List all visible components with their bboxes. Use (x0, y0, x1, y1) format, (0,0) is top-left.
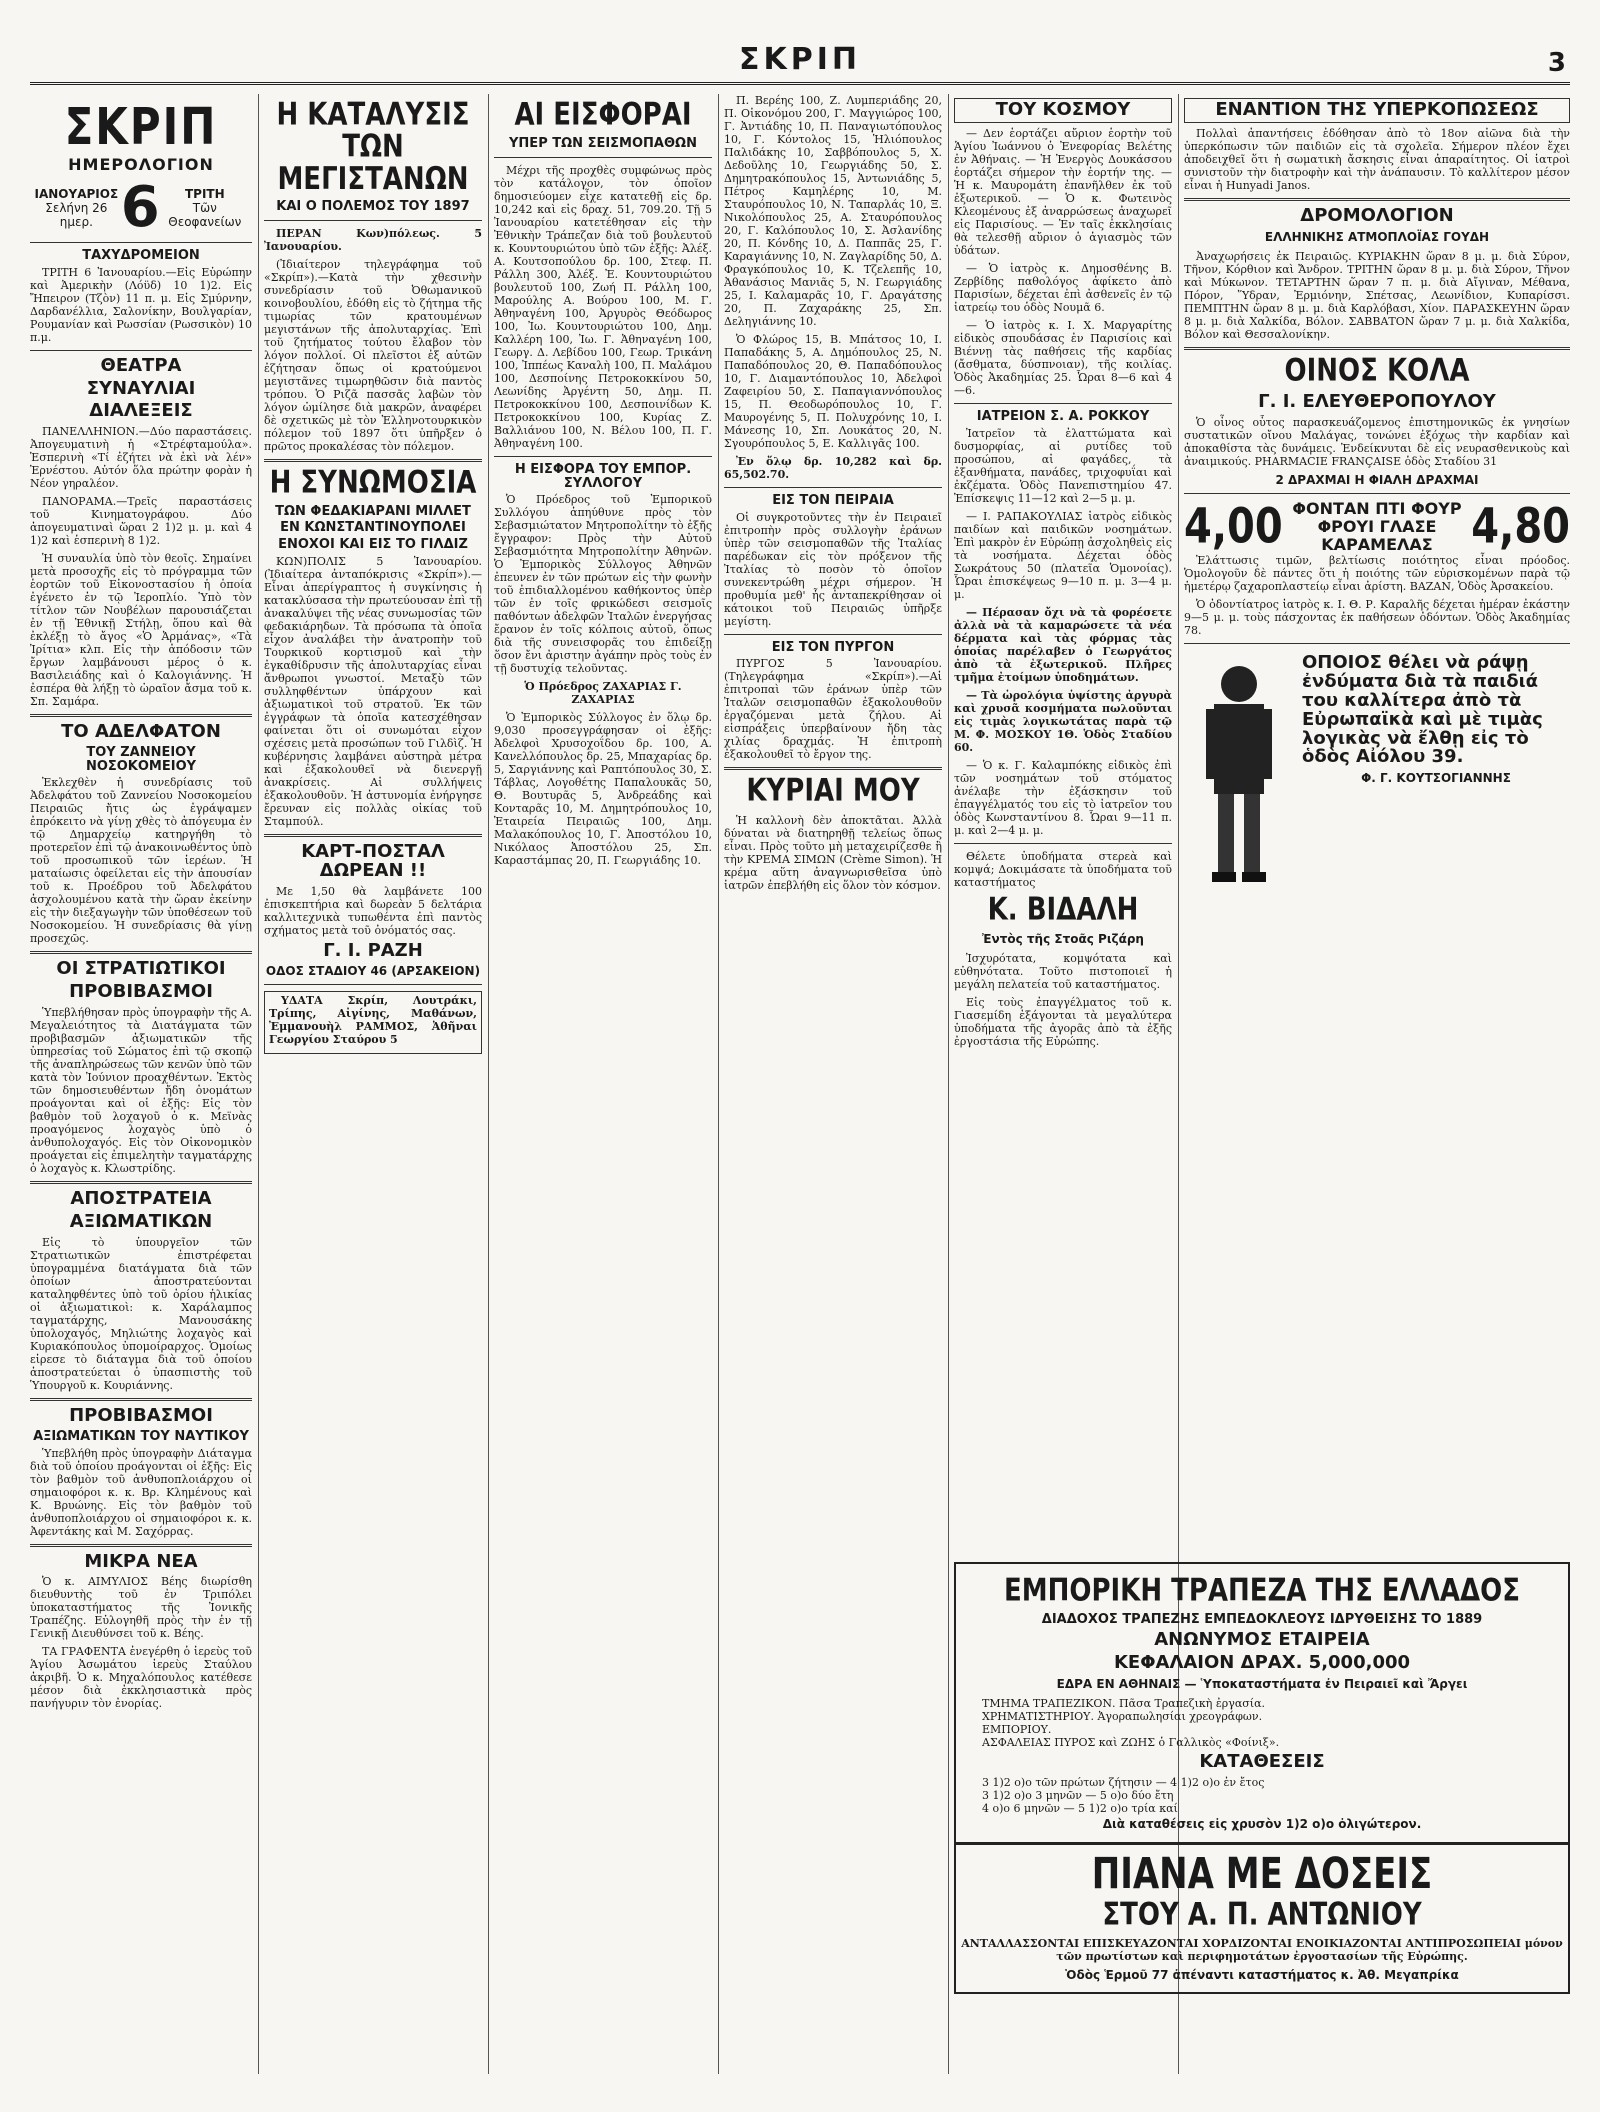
column-divider (488, 94, 489, 2074)
price-left: 4,00 (1184, 499, 1283, 555)
article-subheading: ΕΝΟΧΟΙ ΚΑΙ ΕΙΣ ΤΟ ΓΙΛΔΙΖ (278, 537, 468, 553)
calendar-day: 6 (120, 175, 160, 240)
lectures-heading: ΔΙΑΛΕΞΕΙΣ (89, 400, 193, 422)
article-dateline: ΠΕΡΑΝ Κων)πόλεως. 5 Ἰανουαρίου. (264, 226, 482, 253)
bank-title: ΕΜΠΟΡΙΚΗ ΤΡΑΠΕΖΑ ΤΗΣ ΕΛΛΑΔΟΣ (1003, 1572, 1521, 1609)
article-text: Εἰς τὸ ὑπουργεῖον τῶν Στρατιωτικῶν ἐπιστρέφεται ὑπογραμμένα διατάγματα διὰ τῶν ὁποίων ἀποστρατεύονται καταληφθέντες ὑπὸ τοῦ ὁρίου ἡλικίας οἱ ἀξιωματικοὶ: κ. Χαράλαμπος ταγματάρχης, Μανουσάκης ὑπολοχαγός, Μηλιώτης λοχαγὸς καὶ Κυριακόπουλος ὑπομοίραρχος. Ὁμοίως εἰρεσε τὸ διάταγμα διὰ τοῦ ὁποίου ἀποστρατεύεται ὁ ὑπασπιστὴς τοῦ Ὑπουργοῦ κ. Κουριάννης. (30, 1236, 252, 1393)
bank-subtitle: ΔΙΑΔΟΧΟΣ ΤΡΑΠΕΖΗΣ ΕΜΠΕΔΟΚΛΕΟΥΣ ΙΔΡΥΘΕΙΣΗΣ ΤΟ 1889 (1041, 1612, 1483, 1628)
bank-rate-row: 3 1)2 ο)ο 3 μηνῶν — 5 ο)ο δύο ἔτη (982, 1788, 1174, 1802)
calendar-moon: Σελήνη 26 ημερ. (45, 201, 108, 229)
ad-text: Με 1,50 θὰ λαμβάνετε 100 ἐπισκεπτήρια καὶ δωρεὰν 5 δελτάρια καλλιτεχνικὰ τυπωθέντα ἐπὶ παντὸς σχήματος μετὰ τοῦ ὀνόματός σας. (264, 884, 482, 937)
ad-text: Ὁ οἶνος οὗτος παρασκευάζομενος ἐπιστημονικῶς ἐκ γνησίων συστατικῶν οἴνου Μαλάγας, τονώνει ἐξόχως τὴν καρδίαν καὶ ἀποκαθίστα τὰς δυνάμεις. Ἐνδείκνυται δὲ εἰς νευρασθενικοὺς καὶ ἀναιμικούς. PHARMACIE FRANÇAISE ὁδὸς Σταδίου 31 (1184, 415, 1570, 468)
theatre-text: ΠΑΝΟΡΑΜΑ.—Τρεῖς παραστάσεις τοῦ Κινηματογράφου. Δύο ἀπογευματιναὶ ὥραι 2 1)2 μ. μ. καὶ 4 1)2 καὶ ἑσπερινὴ 8 1)2. (30, 495, 252, 548)
masthead-title: ΣΚΡΙΠ (739, 42, 861, 77)
article-text: Πολλαὶ ἀπαντήσεις ἐδόθησαν ἀπὸ τὸ 18ον αἰῶνα διὰ τὴν ὑπερκόπωσιν τῶν παιδιῶν εἰς τὰ σχολεῖα. Σήμερον πλέον ἔχει ἀποδειχθεῖ ὅτι ἡ σωματικὴ ἄσκησις εἶναι ἀπαραίτητος. Οἱ ἰατροὶ συνιστοῦν τὴν διατροφὴν καὶ τὴν ἀνάπαυσιν. Τὸ καλλίτερον μέσον εἶναι ἡ Hunyadi Janos. (1184, 126, 1570, 192)
bank-rate-row: 4 ο)ο 6 μηνῶν — 5 1)2 ο)ο τρία καί (982, 1801, 1178, 1815)
ad-price-line: 2 ΔΡΑΧΜΑΙ Η ΦΙΑΛΗ ΔΡΑΧΜΑΙ (1275, 472, 1479, 487)
column-6 (1184, 94, 1570, 974)
article-text: Ὑπεβλήθη πρὸς ὑπογραφὴν Διάταγμα διὰ τοῦ ὁποίου προάγονται οἱ ἑξῆς: Εἰς τὸν βαθμὸν τοῦ ἀνθυποπλοιάρχου οἱ σημαιοφόροι κ. κ. Βρ. Κλημένους καὶ Κ. Βρυώνης. Εἰς τὸν βαθμὸν τοῦ ἀνθυποπλοιάρχου οἱ σημαιοφόροι κ. κ. Ἀφεντάκης καὶ Μ. Σαχόρρας. (30, 1446, 252, 1538)
calendar-weekday: ΤΡΙΤΗ (184, 187, 225, 201)
piano-title: ΠΙΑΝΑ ΜΕ ΔΟΣΕΙΣ (1091, 1849, 1433, 1899)
ad-heading: ΚΥΡΙΑΙ ΜΟΥ (746, 773, 920, 810)
masthead-rule (30, 82, 1570, 85)
article-heading: ΕΙΣ ΤΟΝ ΠΕΙΡΑΙΑ (772, 493, 894, 508)
ad-text: ΥΔΑΤΑ Σκρίπ, Λουτράκι, Τρίπης, Αἰγίνης, Μαθάνων, Ἐμμανουὴλ ΡΑΜΜΟΣ, Ἀθῆναι Γεωργίου Σταύρου 5 (269, 994, 477, 1047)
article-heading: Η ΣΥΝΩΜΟΣΙΑ (269, 464, 477, 501)
theatre-text: ΠΑΝΕΛΛΗΝΙΟΝ.—Δύο παραστάσεις. Ἀπογευματινὴ ἡ «Στρέφταμούλα». Ἑσπερινὴ «Τί ἐζήτει νὰ ἐκὶ νὰ λέν» Ἐρνέστου. Αὐτόν ὅλα πρώτην φορὰν ἡ Νέον γηραλέον. (30, 425, 252, 491)
article-text: Ὁ κ. ΑΙΜΥΛΙΟΣ Βέης διωρίσθη διευθυντὴς τοῦ ἐν Τριπόλει ὑποκαταστήματος τῆς Ἰονικῆς Τραπέζης. Εὐλογηθῆ πρὸς τὴν ἐν τῇ Γενικῇ Διευθύνσει τοῦ κ. Βέης. (30, 1575, 252, 1641)
article-text: Ὁ Ἐμπορικὸς Σύλλογος ἐν ὅλῳ δρ. 9,030 προσεγγράφησαν οἱ ἑξῆς: Ἀδελφοὶ Χρυσοχοΐδου δρ. 100, Α. Κανελλόπουλος δρ. 25, Μπαχαρίας δρ. 5, Σαργιάννης καὶ Ραπτόπουλος 30, Σ. Τάβλας, Λογοθέτης Παπαλουκᾶς 50, Θ. Βουτυρᾶς 5, Ἀνδρεάδης καὶ Κονταρᾶς 10, Μ. Δημητρόπουλος 10, Ἑταιρεία Πειραιῶς 100, Δημ. Μαλακόπουλος 10, Γ. Ἀποστόλου 10, Νικόλαος Ἀποστόλου 25, Σπ. Καραστάμπας 20, Π. Γεωργιάδης 10. (494, 711, 712, 868)
article-text: Ἐκλεχθὲν ἡ συνεδρίασις τοῦ Ἀδελφάτου τοῦ Ζαννείου Νοσοκομείου Πειραιῶς ἤτις ὡς ἐγράψαμεν ἐπρόκειτο νὰ γίνῃ χθὲς τὸ ἀπόγευμα ἐν τῷ Δημαρχείῳ κατηργήθη τὸ προτερεῖον ἐπὶ τῷ ἀνακοινωθέντος ὑπὸ τοῦ προσωπικοῦ τῶν ἱερέων. Ἡ ματαίωσις ὀφείλεται εἰς τὴν ἀπουσίαν τοῦ κ. Προέδρου τοῦ Ἀδελφάτου ἀσχολουμένου κατὰ τὴν ὥραν ἐκείνην εἰς τὴν διεξαγωγὴν τῶν ὑποθέσεων τοῦ Νοσοκομείου. Ἡ συνεδρίασις θὰ γίνῃ προσεχῶς. (30, 776, 252, 946)
article-text: ΚΩΝ)ΠΟΛΙΣ 5 Ἰανουαρίου. (Ἰδιαίτερα ἀνταπόκρισις «Σκρίπ»).—Εἶναι ἀπερίγραπτος ἡ συγκίνησις ἡ κατακλύσασα τὴν πρωτεύουσαν ἐπὶ τῇ ἀνακαλύψει τῆς νέας συνωμοσίας τῶν φεδακιάρηδων. Τὰ πρόσωπα τὰ ὁποῖα εἶχον ἀναλάβει τὴν ἀνατροπὴν τοῦ Τουρκικοῦ κορτισμοῦ καὶ τὴν ἐγκαθίδρυσιν τῆς ἀπολυταρχίας εἶναι ἄνθρωποι γνωστοί. Μεταξὺ τῶν συλληφθέντων ὑπάρχουν καὶ ἀξιωματικοὶ τοῦ στρατοῦ. Ἐκ τῶν ἐγγράφων τὰ ὁποῖα κατεσχέθησαν φαίνεται ὅτι οἱ συνωμόται εἶχον σχέσεις μετὰ προσώπων τοῦ Γιλδὶζ. Ἡ κυβέρνησις λαμβάνει αὐστηρὰ μέτρα καὶ ἐξακολουθεῖ νὰ διενεργῇ ἀνακρίσεις. Αἱ συλλήψεις ἐξακολουθοῦν. Ἡ ἀστυνομία ἐνήργησε ἔρευναν εἰς πολλὰς οἰκίας τοῦ Σταμπούλ. (264, 554, 482, 828)
newspaper-page (30, 42, 1570, 2072)
article-heading: ΑΙ ΕΙΣΦΟΡΑΙ (514, 96, 692, 133)
ad-text: Ἀναχωρήσεις ἐκ Πειραιῶς. ΚΥΡΙΑΚΗΝ ὥραν 8 μ. μ. διὰ Σύρον, Τῆνον, Κόρθιον καὶ Ἄνδρον. ΤΡΙΤΗΝ ὥραν 8 μ. μ. διὰ Σύρον, Τῆνον καὶ Μύκωνον. ΤΕΤΑΡΤΗΝ ὥραν 7 π. μ. διὰ Αἴγιναν, Μέθανα, Πόρον, Ὕδραν, Ἐρμιόνην, Σπέτσας, Λεωνίδιον, Κυπαρίσσι. ΠΕΜΠΤΗΝ ὥραν 8 μ. μ. διὰ Καρλόβασι, Χίον. ΠΑΡΑΣΚΕΥΗΝ ὥραν 8 μ. μ. διὰ Χαλκίδα, Βόλον. ΣΑΒΒΑΤΟΝ ὥραν 7 μ. μ. διὰ Χαλκίδα, Βόλον καὶ Θεσσαλονίκην. (1184, 249, 1570, 341)
boy-illustration-icon (1184, 654, 1294, 894)
ad-text: Ἰσχυρότατα, κομψότατα καὶ εὐθηνότατα. Τοῦτο πιστοποιεῖ ἡ μεγάλη πελατεία τοῦ καταστήματος. (954, 951, 1172, 991)
bank-ad (954, 1562, 1570, 1845)
article-subheading: ΑΞΙΩΜΑΤΙΚΩΝ ΤΟΥ ΝΑΥΤΙΚΟΥ (33, 1428, 249, 1444)
price-ad (1184, 500, 1570, 554)
bank-corp: ΑΝΩΝΥΜΟΣ ΕΤΑΙΡΕΙΑ (1154, 1628, 1370, 1650)
calendar-box (32, 175, 250, 240)
article-subheading: ΥΠΕΡ ΤΩΝ ΣΕΙΣΜΟΠΑΘΩΝ (509, 136, 697, 152)
ad-heading: ΙΑΤΡΕΙΟΝ Σ. Α. ΡΟΚΚΟΥ (976, 408, 1150, 424)
article-text: Ὑπεβλήθησαν πρὸς ὑπογραφὴν τῆς Α. Μεγαλειότητος τὰ Διατάγματα τῶν προβιβασμῶν ἀξιωματικῶν τῆς ὑπηρεσίας τοῦ Σώματος ἐπὶ τῷ σκοπῷ τῆς ἀναπληρώσεως τῶν κενῶν ὑπὸ τῶν κατὰ τὸν Ἰούνιον προαχθέντων. Ἐκτὸς τῶν δημοσιευθέντων ἤδη ὀνομάτων προάγονται καὶ οἱ ἑξῆς: Εἰς τὸν βαθμὸν τοῦ λοχαγοῦ ὁ κ. Μεϊνὰς προαγόμενος λοχαγὸς ὑπὸ ὁ ἀνθυπολοχαγός. Εἰς τὸν Οἰκονομικὸν προάγεται εἰς ἐπιμελητὴν ταγματάρχης ὁ λοχαγὸς κ. Κλωστρίδης. (30, 1006, 252, 1176)
calendar-paper-title: ΣΚΡΙΠ (64, 97, 218, 156)
masthead (30, 42, 1570, 86)
article-subheading: Η ΕΙΣΦΟΡΑ ΤΟΥ ΕΜΠΟΡ. ΣΥΛΛΟΓΟΥ (514, 461, 692, 491)
calendar-label: ΗΜΕΡΟΛΟΓΙΟΝ (68, 155, 214, 174)
article-text: — Δεν ἑορτάζει αὔριον ἑορτὴν τοῦ Ἁγίου Ἰωάννου ὁ Ἐνεφορίας Βελέτης ἐν Ἀθήναις. — Ἡ Ἐνεργὸς Δουκάσσου ἑορτάζει σήμερον τὴν ἑορτήν της. — Ἡ κ. Μαυρομάτη ἐπανῆλθεν ἐκ τοῦ ἐξωτερικοῦ. — Ὁ κ. Φωτεινὸς Κλεομένους ἐξ ἀναρρώσεως ἀναχωρεῖ εἰς Παρισίους. — Ἐν ταῖς ἐκκλησίαις θὰ τελεσθῇ αὔριον ὁ ἁγιασμὸς τῶν ὑδάτων. (954, 126, 1172, 257)
calendar-feast: Τῶν Θεοφανείων (168, 201, 242, 229)
post-heading: ΤΑΧΥΔΡΟΜΕΙΟΝ (82, 248, 200, 263)
ad-heading: ΔΡΟΜΟΛΟΓΙΟΝ (1300, 204, 1454, 226)
article-subheading: ΚΑΙ Ο ΠΟΛΕΜΟΣ ΤΟΥ 1897 (276, 198, 470, 214)
article-heading: Η ΚΑΤΑΛΥΣΙΣ (276, 96, 470, 133)
article-text: Π. Βερέης 100, Ζ. Λυμπεριάδης 20, Π. Οἰκονόμου 200, Γ. Μαγγιώρος 100, Γ. Ἀντιάδης 10, Π. Παναγιωτόπουλος 10, Γ. Κόντολος 15, Ἡλιόπουλος Παλιδάκης 10, Σαββόπουλος 5, Χ. Δεδοῦλης 10, Γεωργιάδης 50, Σ. Δημητρακόπουλος 15, Ἀντωνιάδης 5, Πέτρος Καμηλέρης 10, Μ. Σταυρόπουλος 10, Ν. Ταπαρλάς 10, Ξ. Νικολόπουλος 25, Α. Σταυρόπουλος 20, Γ. Καλόπουλος 10, Σ. Ἀσλανίδης 20, Π. Κόνδης 10, Δ. Παππᾶς 25, Γ. Καραγιάννης 10, Ν. Ζαγλαρίδης 50, Δ. Φραγκόπουλος 10, Κ. Τζελεπῆς 10, Ἀθανάσιος Μανιᾶς 5, Ν. Γεωργιάδης 25, Ι. Καλαμαρᾶς 10, Γ. Δραγάτσης 20, Π. Ζαχαράκης 25, Σπ. Δεληγιάννης 10. (724, 94, 942, 328)
piano-ad (954, 1842, 1570, 1994)
piano-text: ΑΝΤΑΛΛΑΣΣΟΝΤΑΙ ΕΠΙΣΚΕΥΑΖΟΝΤΑΙ ΧΟΡΔΙΖΟΝΤΑΙ ΕΝΟΙΚΙΑΖΟΝΤΑΙ ΑΝΤΙΠΡΟΣΩΠΕΙΑΙ μόνον τῶν πρωτίστων καὶ περιφημοτάτων ἐργοστασίων τῆς Εὐρώπης. (961, 1937, 1563, 1964)
ad-text: Θέλετε ὑποδήματα στερεὰ καὶ κομψά; Δοκιμάσατε τὰ ὑποδήματα τοῦ καταστήματος (954, 849, 1172, 889)
ad-heading: ΚΑΡΤ-ΠΟΣΤΑΛ ΔΩΡΕΑΝ !! (301, 840, 445, 881)
article-heading: ΜΙΚΡΑ ΝΕΑ (84, 1550, 198, 1572)
section-heading: ΤΟΥ ΚΟΣΜΟΥ (954, 98, 1172, 123)
article-heading: ΤΩΝ ΜΕΓΙΣΤΑΝΩΝ (277, 129, 469, 199)
article-text: Ὁ Φλώρος 15, Β. Μπάτσος 10, Ι. Παπαδάκης 5, Α. Δημόπουλος 25, Ν. Παπαδόπουλος 20, Θ. Παπαδόπουλος 10, Γ. Διαμαντόπουλος 10, Ἀδελφοὶ Ζαφειρίου 50, Σ. Παπαγιαννόπουλος 15, Π. Θεοδωρόπουλος 10, Γ. Μαυρογένης 5, Π. Πολυχρόνης 10, Ι. Μάνεσης 10, Σπ. Λουκάτος 20, Ν. Σγουρόπουλος 5, Ε. Καλλιγᾶς 100. (724, 333, 942, 450)
ad-heading: ΟΙΝΟΣ ΚΟΛΑ (1284, 352, 1470, 389)
price-ad-title: ΦΟΝΤΑΝ ΠΤΙ ΦΟΥΡ ΦΡΟΥΙ ΓΛΑΣΕ ΚΑΡΑΜΕΛΑΣ (1292, 498, 1462, 554)
column-1 (30, 94, 252, 2074)
ad-address: ΟΔΟΣ ΣΤΑΔΙΟΥ 46 (ΑΡΣΑΚΕΙΟΝ) (265, 964, 481, 979)
article-subheading: ΕΝ ΚΩΝΣΤΑΝΤΙΝΟΥΠΟΛΕΙ (280, 520, 466, 536)
article-subheading: ΤΩΝ ΦΕΔΑΚΙΑΡΑΝΙ ΜΙΛΛΕΤ (275, 503, 471, 519)
ad-text: Ἡ καλλονὴ δὲν ἀποκτᾶται. Ἀλλὰ δύναται νὰ διατηρηθῇ τελείως ὅπως εἶναι. Πρὸς τοῦτο μὴ μεταχειρίζεσθε ἢ τὴν ΚΡΕΜΑ ΣΙΜΩΝ (Crème Simon). Ἡ κρέμα αὕτη ἀναγνωρισθεῖσα ὑπὸ ἰατρῶν ἐπεβλήθη εἰς ὅλον τὸν κόσμον. (724, 813, 942, 892)
article-subheading: ΤΟΥ ΖΑΝΝΕΙΟΥ ΝΟΣΟΚΟΜΕΙΟΥ (85, 745, 197, 774)
ad-text: Ἐλάττωσις τιμῶν, βελτίωσις ποιότητος εἶναι πρόοδος. Ὁμολογοῦν δὲ πάντες ὅτι ἡ ποιότης τῶν εὐρισκομένων παρὰ τῷ ἡμετέρῳ ζαχαροπλαστείῳ εἶναι ἀρίστη. ΒΑΖΑΝ, Ὁδὸς Ἀρσακείου. (1184, 553, 1570, 593)
article-text: Ὁ Πρόεδρος τοῦ Ἐμπορικοῦ Συλλόγου ἀπηύθυνε πρὸς τὸν Σεβασμιώτατον Μητροπολίτην τὸ ἑξῆς ἔγγραφον: Πρὸς τὴν Αὐτοῦ Σεβασμιότητα Μητροπολίτην Ἀθηνῶν. Ὁ Ἐμπορικὸς Σύλλογος Ἀθηνῶν ἐπευνεν ἐν τῶν πρώτων εἰς τὴν φωνὴν τοῦ ἐπιδιαλλομένου καθήκοντος ὑπὲρ τῶν ἐν τοῖς φρικώδεσι σεισμοῖς παθόντων ἀδελφῶν Ἰταλῶν ἐνεργήσας ἔρανον ἐν τοῖς κόλποις αὐτοῦ, ὅπως διὰ τῆς συνεισφορᾶς του ἐπιδείξῃ ὅσον ἔνι ἀριστην ἀγάπην πρὸς τοὺς ἐν τῇ δυστυχίᾳ τελοῦντας. (494, 493, 712, 676)
column-4 (724, 94, 942, 2074)
ad-firm: Φ. Γ. ΚΟΥΤΣΟΓΙΑΝΝΗΣ (1361, 771, 1511, 786)
ad-text: Ἰατρεῖον τὰ ἐλαττώματα καὶ δυσμορφίας, αἱ ρυτίδες τοῦ προσώπου, αἱ φαγάδες, τὰ ἐξανθήματα, πανάδες, τριχοφυΐαι καὶ ἐκζέματα. Ὁδὸς Πανεπιστημίου 47. Ἐπίσκεψις 11—12 καὶ 2—5 μ. μ. (954, 426, 1172, 505)
article-total: Ἐν ὅλῳ δρ. 10,282 καὶ δρ. 65,502.70. (724, 455, 942, 481)
bank-dept: ΤΜΗΜΑ ΤΡΑΠΕΖΙΚΟΝ. Πᾶσα Τραπεζικὴ ἐργασία. (982, 1696, 1266, 1710)
piano-firm: ΣΤΟΥ Α. Π. ΑΝΤΩΝΙΟΥ (1102, 1896, 1422, 1933)
price-right: 4,80 (1471, 499, 1570, 555)
ad-subheading: ΕΛΛΗΝΙΚΗΣ ΑΤΜΟΠΛΟΪΑΣ ΓΟΥΔΗ (1264, 229, 1490, 244)
ad-subheading: Γ. Ι. ΕΛΕΥΘΕΡΟΠΟΥΛΟΥ (1258, 391, 1496, 413)
ad-firm: Κ. ΒΙΔΑΛΗ (987, 891, 1139, 928)
article-text: — Ὁ ἰατρὸς κ. Ι. Χ. Μαργαρίτης εἰδικὸς σπουδάσας ἐν Παρισίοις καὶ Βιέννῃ τὰς παθήσεις τῆς καρδίας (ἄσθματα, δύσπνοιαν), τῆς κοιλίας. Ὁδὸς Ἀκαδημίας 25. Ὧραι 8—6 καὶ 4—6. (954, 318, 1172, 397)
signature: Ὁ Πρόεδρος ΖΑΧΑΡΙΑΣ Γ. ΖΑΧΑΡΙΑΣ (524, 680, 682, 707)
article-heading: ΤΟ ΑΔΕΛΦΑΤΟΝ (61, 721, 221, 743)
bank-seat: ΕΔΡΑ ΕΝ ΑΘΗΝΑΙΣ — Ὑποκαταστήματα ἐν Πειραιεῖ καὶ Ἄργει (1056, 1676, 1468, 1691)
article-text: ΠΥΡΓΟΣ 5 Ἰανουαρίου. (Τηλεγράφημα «Σκρίπ»).—Αἱ ἐπιτροπαὶ τῶν ἐράνων ὑπὲρ τῶν Ἰταλῶν σεισμοπαθῶν ἐξακολουθοῦν ἐργαζόμεναι μετὰ ζήλου. Αἱ εἰσπράξεις ὑπερβαίνουν ἤδη τὰς χιλίας δραχμάς. Ἡ ἐπιτροπὴ ἐξακολουθεῖ τὸ ἔργον της. (724, 657, 942, 762)
theatre-text: Ἡ συναυλία ὑπὸ τὸν θεοῖς. Σημαίνει μετὰ προσοχῆς εἰς τὸ πρόγραμμα τῶν ἑορτῶν τοῦ Εἰκονοστασίου ἡ ὁποία ἐγένετο ἐν τῷ Ἰεροπλίο. Ὑπὸ τὸν τίτλον τῶν Νουβέλων παρουσιάζεται ἐν τῇ Ἐθνικῇ Στήλῃ, ὅπου καὶ θὰ ἐκλέξῃ τὸ ἄγος «Ὁ Ἀρμάνας», «Τὰ Ἰρίτια» κλπ. Εἰς τὴν ἀπόδοσιν τῶν ἔργων λαμβάνουσι μέρος ὁ κ. Βασιλειάδης καὶ ὁ Καλογιάννης. Ἡ ἐσπέρα θὰ λήξῃ τὸ ὠραῖον ἄσμα τοῦ κ. Σπ. Σαμάρα. (30, 552, 252, 709)
theatre-heading: ΘΕΑΤΡΑ (100, 354, 182, 376)
ad-text: Ὁ ὀδοντίατρος ἰατρὸς κ. Ι. Θ. Ρ. Καραλῆς δέχεται ἡμέραν ἐκάστην 9—5 μ. μ. τοὺς πάσχοντας ἐκ παθήσεων ὀδόντων. Ὁδὸς Ἀκαδημίας 78. (1184, 597, 1570, 637)
ad-text: — Ὁ κ. Γ. Καλαμπόκης εἰδικὸς ἐπὶ τῶν νοσημάτων τοῦ στόματος ἀνέλαβε τὴν ἐξάσκησιν τοῦ ἐπαγγέλματός του εἰς τὸ ἰατρεῖον του ὁδὸς Κωνσταντίνου 8. Ὧραι 9—11 π. μ. καὶ 2—4 μ. μ. (954, 758, 1172, 837)
article-text: ΤΑ ΓΡΑΦΕΝΤΑ ἐνεγέρθη ὁ ἱερεὺς τοῦ Ἁγίου Ἀσωμάτου ἱερεὺς Σταύλου ἀκριβῆ. Ὁ κ. Μηχαλόπουλος κατέθεσε μέσον διὰ ἐκκλησιαστικὰ πρὸς πανήγυριν τὸν ἐνορίας. (30, 1645, 252, 1711)
article-heading: ΕΝΑΝΤΙΟΝ ΤΗΣ ΥΠΕΡΚΟΠΩΣΕΩΣ (1184, 98, 1570, 123)
ad-text: — Πέρασαν ὄχι νὰ τὰ φορέσετε ἀλλὰ νὰ τὰ καμαρώσετε τὰ νέα δέρματα καὶ τὰς φόρμας τὰς ὁποίας παρέλαβεν ὁ Γεωργάτος ἀπὸ τὰ ἐξωτερικοῦ. Πλῆρες τμῆμα ἐτοίμων ὑποδημάτων. (954, 605, 1172, 684)
article-heading: ΟΙ ΣΤΡΑΤΙΩΤΙΚΟΙ (56, 958, 226, 980)
tailor-ad (1184, 650, 1570, 898)
bank-rate-row: 3 1)2 ο)ο τῶν πρώτων ζήτησιν — 4 1)2 ο)ο ἐν ἔτος (982, 1775, 1265, 1789)
ad-text: Εἰς τοὺς ἐπαγγέλματος τοῦ κ. Γιασεμίδη ἐξάγονται τὰ μεγαλύτερα ὑποδήματα τῆς ἀγορᾶς ἀπὸ τὰ ἐξῆς ἐργοστάσια τῆς Εὐρώπης. (954, 995, 1172, 1048)
page-number: 3 (1547, 48, 1566, 78)
article-heading: ΑΠΟΣΤΡΑΤΕΙΑ (70, 1188, 212, 1210)
bank-dept: ΑΣΦΑΛΕΙΑΣ ΠΥΡΟΣ καὶ ΖΩΗΣ ὁ Γαλλικὸς «Φοίνιξ». (982, 1735, 1280, 1749)
bank-dept: ΧΡΗΜΑΤΙΣΤΗΡΙΟΥ. Ἀγοραπωλησίαι χρεογράφων. (982, 1709, 1263, 1723)
column-divider (948, 94, 949, 2074)
article-text: Μέχρι τῆς προχθὲς συμφώνως πρὸς τὸν κατάλογον, τὸν ὁποῖον δημοσιεύομεν εἶχε κατατεθῇ εἰς δρ. 10,242 καὶ εἰς δραχ. 51, 709.20. Τῇ 5 Ἰανουαρίου κατετέθησαν εἰς τὴν Ἐθνικὴν Τράπεζαν διὰ τοῦ βουλευτοῦ κ. Κουντουριώτου ὑπὸ τῶν ἑξῆς: Ἀλέξ. Α. Κουτσοπούλου δρ. 100, Στεφ. Π. Ράλλη 300, Ἀλέξ. Ἐ. Κουντουριώτου βουλευτοῦ 100, Ζωή Π. Ράλλη 100, Μαρούλης Α. Βούρου 100, Μ. Γ. Ἀθηναγένη 100, Ἀργυρὸς Θεόδωρος 100, Ἰω. Κουντουριώτου 100, Δημ. Καλλέρη 100, Ἰω. Γ. Ἀθηναγένη 100, Γεωργ. Δ. Λεβίδου 100, Γεωρ. Τρικάνη 100, Ἰππέως Καναλὴ 100, Π. Μαλάμου 100, Δεσποίνης Πετροκοκκίνου 50, Λεωνίδης Ἀργέντη 50, Δημ. Π. Πετροκοκκίνου 100, Δεσποινίδων Κ. Πετροκοκκίνου 100, Κυρίας Ζ. Βαλλιάνου 100, Ν. Βέλου 100, Π. Γ. Ἀθηναγένη 100. (494, 163, 712, 450)
article-heading: ΕΙΣ ΤΟΝ ΠΥΡΓΟΝ (771, 639, 895, 655)
ad-text: — Τὰ ὡρολόγια ὑψίστης ἀργυρὰ καὶ χρυσᾶ κοσμήματα πωλοῦνται εἰς τιμὰς λογικωτάτας παρὰ τῷ Μ. Φ. ΜΟΣΚΟΥ 1Θ. Ὁδὸς Σταδίου 60. (954, 688, 1172, 754)
ad-address: Ἐντὸς τῆς Στοᾶς Ριζάρη (982, 931, 1144, 946)
bank-capital: ΚΕΦΑΛΑΙΟΝ ΔΡΑΧ. 5,000,000 (1113, 1651, 1411, 1673)
article-subheading: ΑΞΙΩΜΑΤΙΚΩΝ (69, 1211, 213, 1233)
article-subheading: ΠΡΟΒΙΒΑΣΜΟΙ (69, 981, 213, 1003)
column-divider (258, 94, 259, 2074)
column-3 (494, 94, 712, 2074)
calendar-month: ΙΑΝΟΥΑΡΙΟΣ (34, 187, 119, 201)
bank-deposits-heading: ΚΑΤΑΘΕΣΕΙΣ (1199, 1750, 1325, 1772)
article-text: (Ἰδιαίτερον τηλεγράφημα τοῦ «Σκρίπ»).—Κατὰ τὴν χθεσινὴν συνεδρίασιν τοῦ Ὀθωμανικοῦ κοινοβουλίου, ἐδόθη εἰς τὸ ζήτημα τῆς τιμωρίας τῶν κρατουμένων μεγιστάνων τῆς ἀπολυταρχίας. Ἐπὶ τοῦ ζητήματος τούτου ἔλαβον τὸν λόγον πολλοί. Οἱ πλεῖστοι ἐξ αὐτῶν ἐζήτησαν ὅπως οἱ κρατούμενοι μεγιστᾶνες τιμωρηθῶσιν διὰ παντὸς τρόπου. Ὁ Ριζᾶ πασσᾶς λαβὼν τὸν λόγον ὡμίλησε διὰ μακρῶν, ἀναφέρει δὲ σχετικῶς μὲ τὸν Ἑλληνοτουρκικὸν πόλεμον τοῦ 1897 ὅτι ὑπῆρξεν ὁ πρῶτος προκαλέσας τὸν πόλεμον. (264, 257, 482, 453)
article-heading: ΠΡΟΒΙΒΑΣΜΟΙ (69, 1405, 213, 1427)
bank-note: Διὰ καταθέσεις εἰς χρυσὸν 1)2 ο)ο ὀλιγώτερον. (1102, 1816, 1422, 1831)
bank-dept: ΕΜΠΟΡΙΟΥ. (982, 1722, 1052, 1736)
article-text: — Ὁ ἰατρὸς κ. Δημοσθένης Β. Ζερβίδης παθολόγος ἀφίκετο ἀπὸ Παρισίων, δέχεται ἐπὶ ἀσθενεῖς ἐν τῷ ἰατρείῳ του ὁδὸς Νουμᾶ 6. (954, 261, 1172, 314)
ad-text: ΟΠΟΙΟΣ θέλει νὰ ράψῃ ἐνδύματα διὰ τὰ παιδιά του καλλίτερα ἀπὸ τὰ Εὐρωπαϊκὰ καὶ μὲ τιμὰς λογικὰς νὰ ἔλθῃ εἰς τὸ ὁδὸς Αἰόλου 39. (1302, 651, 1543, 768)
ad-firm: Γ. Ι. ΡΑΖΗ (323, 939, 423, 961)
concerts-heading: ΣΥΝΑΥΛΙΑΙ (86, 377, 196, 399)
column-divider (718, 94, 719, 2074)
article-text: Οἱ συγκροτοῦντες τὴν ἐν Πειραιεῖ ἐπιτροπὴν πρὸς συλλογὴν ἐράνων ὑπὲρ τῶν σεισμοπαθῶν τῆς Ἰταλίας παρέδωκαν εἰς τὸν πρόξενον τῆς Ἰταλίας τὸ ποσὸν τὸ ὁποῖον συνεκεντρώθη μέχρι σήμερον. Ἡ προθυμία μεθ' ἧς ἀνταπεκρίθησαν οἱ κάτοικοι τοῦ Πειραιῶς ὑπῆρξε μεγίστη. (724, 510, 942, 628)
piano-address: Ὁδὸς Ἑρμοῦ 77 ἀπέναντι καταστήματος κ. Ἀθ. Μεγαπρίκα (1065, 1968, 1459, 1983)
column-2 (264, 94, 482, 2074)
ad-text: — Ι. ΡΑΠΑΚΟΥΛΙΑΣ ἰατρὸς εἰδικὸς παιδίων καὶ παιδικῶν νοσημάτων. Ἐπὶ μακρὸν ἐν Εὐρώπῃ ἀσχοληθεὶς εἰς τὰ νοσήματα. Δέχεται ὁδὸς Σωκράτους 50 (πλατεῖα Ὁμονοίας). Ὧραι ἐπισκέψεως 9—10 π. μ. 3—4 μ. μ. (954, 509, 1172, 601)
post-text: ΤΡΙΤΗ 6 Ἰανουαρίου.—Εἰς Εὐρώπην καὶ Ἀμερικὴν (Λόϋδ) 10 1)2. Εἰς Ἤπειρον (Τζὸν) 11 π. μ. Εἰς Σμύρνην, Δαρδανέλλια, Σαλονίκην, Βουλγαρίαν, Ρουμανίαν καὶ Ρωσσίαν (Ρωσσικὸν) 10 π.μ. (30, 265, 252, 344)
